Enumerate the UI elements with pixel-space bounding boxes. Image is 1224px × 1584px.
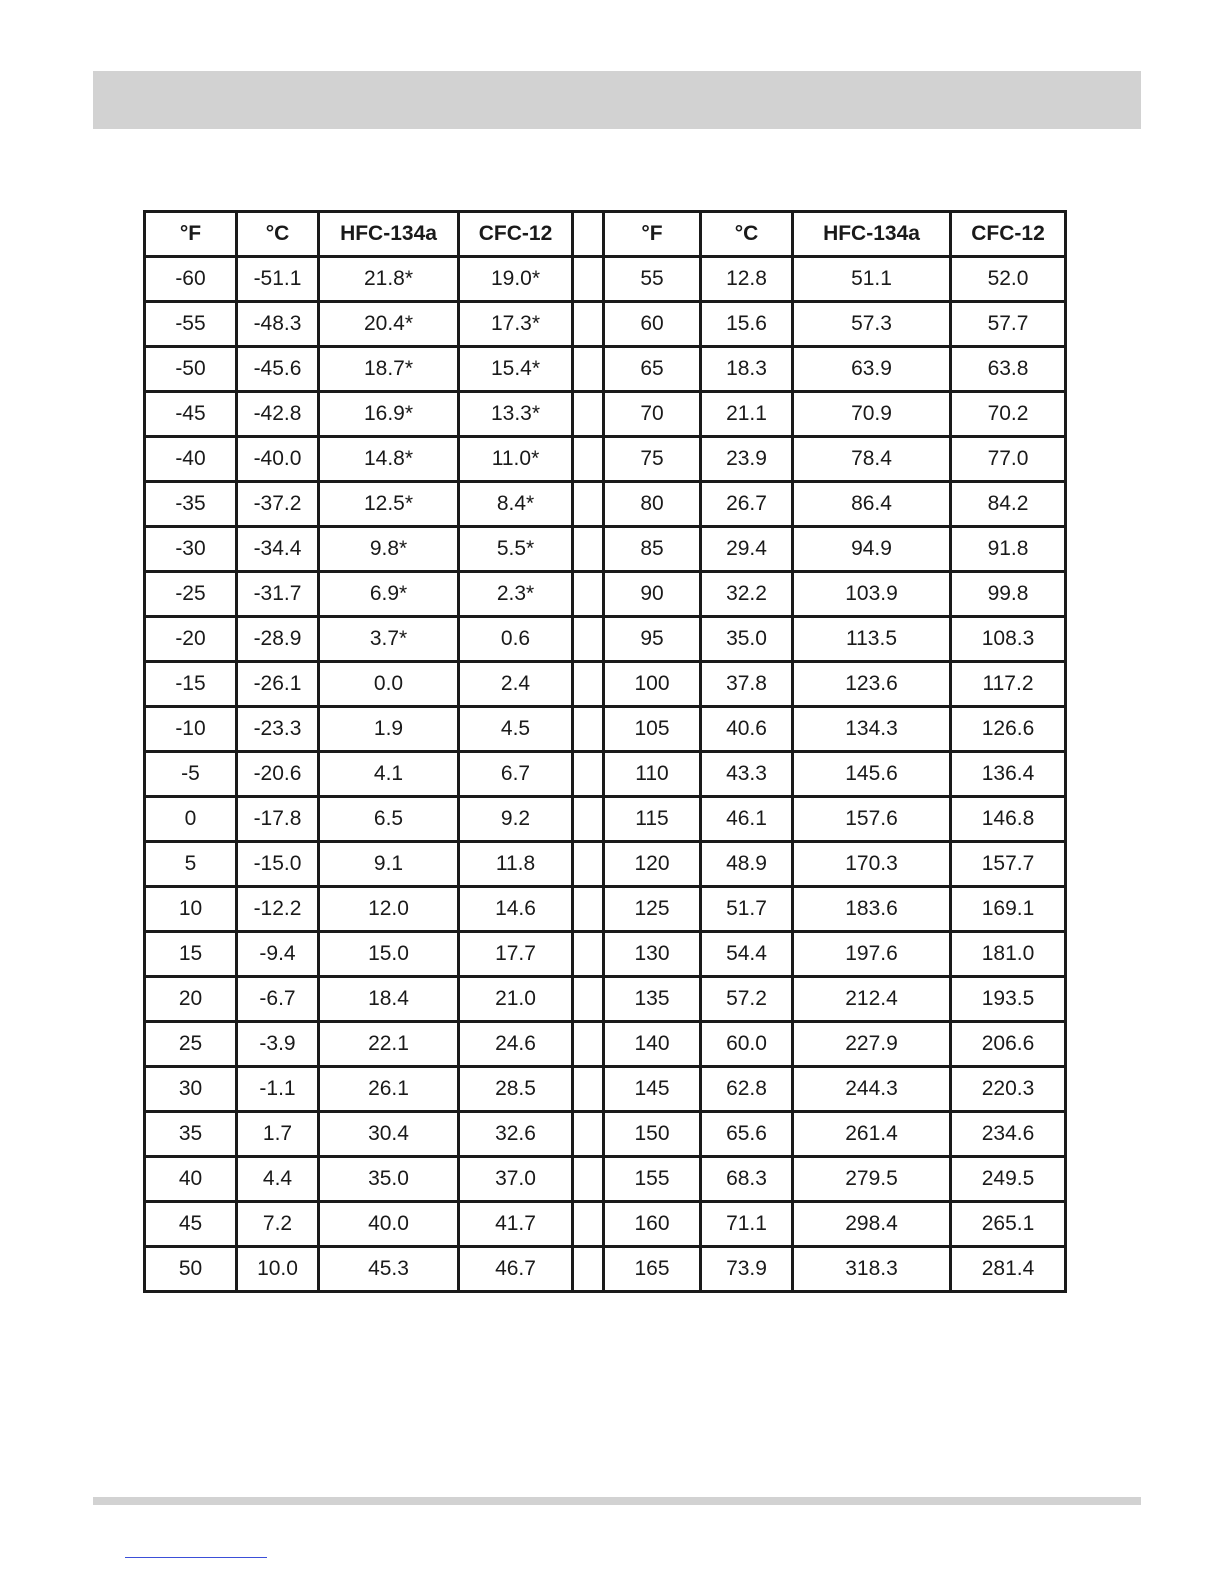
cell-hfc134a-left: 1.9	[319, 707, 459, 752]
cell-celsius-left: -9.4	[237, 932, 319, 977]
cell-celsius-right: 12.8	[701, 257, 793, 302]
cell-hfc134a-right: 63.9	[793, 347, 951, 392]
cell-celsius-left: -17.8	[237, 797, 319, 842]
cell-cfc12-right: 169.1	[951, 887, 1066, 932]
cell-celsius-right: 51.7	[701, 887, 793, 932]
cell-celsius-left: -15.0	[237, 842, 319, 887]
cell-hfc134a-right: 183.6	[793, 887, 951, 932]
cell-cfc12-right: 249.5	[951, 1157, 1066, 1202]
cell-hfc134a-right: 57.3	[793, 302, 951, 347]
cell-cfc12-left: 6.7	[459, 752, 573, 797]
cell-fahrenheit-left: -60	[145, 257, 237, 302]
cell-fahrenheit-left: -25	[145, 572, 237, 617]
cell-fahrenheit-right: 55	[604, 257, 701, 302]
cell-cfc12-left: 5.5*	[459, 527, 573, 572]
cell-cfc12-left: 17.7	[459, 932, 573, 977]
cell-cfc12-right: 108.3	[951, 617, 1066, 662]
gap-cell	[573, 1067, 604, 1112]
cell-celsius-left: 4.4	[237, 1157, 319, 1202]
cell-fahrenheit-left: 45	[145, 1202, 237, 1247]
header-celsius-left: °C	[237, 212, 319, 257]
cell-celsius-right: 18.3	[701, 347, 793, 392]
gap-cell	[573, 797, 604, 842]
table-row	[145, 842, 1066, 887]
gap-cell	[573, 662, 604, 707]
header-fahrenheit-left: °F	[145, 212, 237, 257]
cell-celsius-right: 43.3	[701, 752, 793, 797]
cell-celsius-right: 21.1	[701, 392, 793, 437]
cell-hfc134a-right: 227.9	[793, 1022, 951, 1067]
cell-cfc12-right: 63.8	[951, 347, 1066, 392]
gap-cell	[573, 437, 604, 482]
cell-fahrenheit-left: 50	[145, 1247, 237, 1292]
cell-hfc134a-right: 318.3	[793, 1247, 951, 1292]
cell-fahrenheit-left: 40	[145, 1157, 237, 1202]
cell-hfc134a-left: 3.7*	[319, 617, 459, 662]
table-header-row	[145, 212, 1066, 257]
cell-celsius-left: -23.3	[237, 707, 319, 752]
cell-fahrenheit-left: -15	[145, 662, 237, 707]
cell-celsius-left: 10.0	[237, 1247, 319, 1292]
table-row	[145, 977, 1066, 1022]
header-band	[93, 71, 1141, 129]
cell-celsius-left: -12.2	[237, 887, 319, 932]
cell-cfc12-left: 24.6	[459, 1022, 573, 1067]
cell-hfc134a-left: 26.1	[319, 1067, 459, 1112]
cell-celsius-right: 68.3	[701, 1157, 793, 1202]
cell-cfc12-right: 126.6	[951, 707, 1066, 752]
cell-celsius-left: -42.8	[237, 392, 319, 437]
cell-celsius-right: 48.9	[701, 842, 793, 887]
cell-celsius-left: 7.2	[237, 1202, 319, 1247]
cell-cfc12-left: 14.6	[459, 887, 573, 932]
cell-hfc134a-left: 9.1	[319, 842, 459, 887]
cell-fahrenheit-left: 20	[145, 977, 237, 1022]
cell-fahrenheit-right: 160	[604, 1202, 701, 1247]
header-celsius-right: °C	[701, 212, 793, 257]
cell-fahrenheit-left: 25	[145, 1022, 237, 1067]
cell-cfc12-left: 41.7	[459, 1202, 573, 1247]
cell-fahrenheit-left: -10	[145, 707, 237, 752]
cell-cfc12-right: 70.2	[951, 392, 1066, 437]
cell-hfc134a-right: 113.5	[793, 617, 951, 662]
gap-cell	[573, 482, 604, 527]
cell-cfc12-left: 19.0*	[459, 257, 573, 302]
cell-celsius-right: 32.2	[701, 572, 793, 617]
cell-fahrenheit-left: 5	[145, 842, 237, 887]
cell-hfc134a-right: 197.6	[793, 932, 951, 977]
table-row	[145, 257, 1066, 302]
cell-cfc12-right: 52.0	[951, 257, 1066, 302]
gap-cell	[573, 617, 604, 662]
gap-cell	[573, 257, 604, 302]
table-row	[145, 1157, 1066, 1202]
cell-celsius-right: 26.7	[701, 482, 793, 527]
cell-fahrenheit-right: 155	[604, 1157, 701, 1202]
table-row	[145, 482, 1066, 527]
gap-cell	[573, 527, 604, 572]
footer-band	[93, 1497, 1141, 1505]
cell-celsius-right: 54.4	[701, 932, 793, 977]
cell-hfc134a-left: 14.8*	[319, 437, 459, 482]
cell-hfc134a-left: 6.5	[319, 797, 459, 842]
gap-cell	[573, 1022, 604, 1067]
cell-celsius-left: -45.6	[237, 347, 319, 392]
cell-hfc134a-right: 261.4	[793, 1112, 951, 1157]
cell-fahrenheit-right: 120	[604, 842, 701, 887]
cell-hfc134a-left: 16.9*	[319, 392, 459, 437]
cell-cfc12-right: 136.4	[951, 752, 1066, 797]
cell-celsius-left: -37.2	[237, 482, 319, 527]
cell-cfc12-left: 9.2	[459, 797, 573, 842]
cell-celsius-right: 29.4	[701, 527, 793, 572]
gap-cell	[573, 707, 604, 752]
table-row	[145, 392, 1066, 437]
cell-hfc134a-left: 40.0	[319, 1202, 459, 1247]
pressure-temperature-table	[143, 210, 1067, 1293]
cell-cfc12-left: 0.6	[459, 617, 573, 662]
cell-celsius-right: 57.2	[701, 977, 793, 1022]
cell-cfc12-left: 11.8	[459, 842, 573, 887]
cell-celsius-right: 35.0	[701, 617, 793, 662]
cell-cfc12-right: 193.5	[951, 977, 1066, 1022]
cell-fahrenheit-left: 0	[145, 797, 237, 842]
cell-fahrenheit-right: 80	[604, 482, 701, 527]
cell-cfc12-right: 234.6	[951, 1112, 1066, 1157]
cell-celsius-right: 15.6	[701, 302, 793, 347]
cell-fahrenheit-left: -5	[145, 752, 237, 797]
cell-celsius-left: -40.0	[237, 437, 319, 482]
table-row	[145, 1202, 1066, 1247]
cell-hfc134a-right: 157.6	[793, 797, 951, 842]
cell-celsius-left: -48.3	[237, 302, 319, 347]
cell-fahrenheit-right: 130	[604, 932, 701, 977]
cell-fahrenheit-right: 90	[604, 572, 701, 617]
cell-hfc134a-right: 70.9	[793, 392, 951, 437]
header-hfc134a-right: HFC-134a	[793, 212, 951, 257]
cell-celsius-left: -3.9	[237, 1022, 319, 1067]
gap-cell	[573, 1202, 604, 1247]
cell-hfc134a-left: 4.1	[319, 752, 459, 797]
gap-cell	[573, 887, 604, 932]
table-row	[145, 1022, 1066, 1067]
cell-fahrenheit-right: 65	[604, 347, 701, 392]
cell-hfc134a-left: 35.0	[319, 1157, 459, 1202]
cell-hfc134a-right: 145.6	[793, 752, 951, 797]
cell-hfc134a-right: 170.3	[793, 842, 951, 887]
cell-hfc134a-left: 21.8*	[319, 257, 459, 302]
cell-fahrenheit-left: -50	[145, 347, 237, 392]
table-row	[145, 752, 1066, 797]
cell-fahrenheit-right: 70	[604, 392, 701, 437]
cell-hfc134a-right: 279.5	[793, 1157, 951, 1202]
cell-hfc134a-right: 298.4	[793, 1202, 951, 1247]
cell-hfc134a-right: 244.3	[793, 1067, 951, 1112]
cell-cfc12-right: 91.8	[951, 527, 1066, 572]
cell-cfc12-left: 37.0	[459, 1157, 573, 1202]
table-row	[145, 662, 1066, 707]
cell-hfc134a-left: 45.3	[319, 1247, 459, 1292]
table-row	[145, 617, 1066, 662]
cell-fahrenheit-right: 135	[604, 977, 701, 1022]
table-row	[145, 887, 1066, 932]
cell-celsius-left: -34.4	[237, 527, 319, 572]
cell-cfc12-left: 4.5	[459, 707, 573, 752]
cell-fahrenheit-right: 85	[604, 527, 701, 572]
cell-fahrenheit-right: 125	[604, 887, 701, 932]
cell-fahrenheit-right: 105	[604, 707, 701, 752]
cell-celsius-right: 37.8	[701, 662, 793, 707]
cell-celsius-left: -28.9	[237, 617, 319, 662]
cell-cfc12-left: 13.3*	[459, 392, 573, 437]
cell-hfc134a-right: 134.3	[793, 707, 951, 752]
cell-fahrenheit-left: -20	[145, 617, 237, 662]
cell-hfc134a-right: 212.4	[793, 977, 951, 1022]
table-row	[145, 707, 1066, 752]
cell-hfc134a-left: 12.5*	[319, 482, 459, 527]
cell-cfc12-left: 2.3*	[459, 572, 573, 617]
cell-fahrenheit-left: 30	[145, 1067, 237, 1112]
cell-celsius-left: -20.6	[237, 752, 319, 797]
cell-cfc12-left: 15.4*	[459, 347, 573, 392]
cell-hfc134a-right: 94.9	[793, 527, 951, 572]
cell-fahrenheit-left: -40	[145, 437, 237, 482]
header-gap	[573, 212, 604, 257]
cell-hfc134a-right: 103.9	[793, 572, 951, 617]
cell-hfc134a-left: 18.4	[319, 977, 459, 1022]
cell-cfc12-left: 17.3*	[459, 302, 573, 347]
cell-celsius-left: -51.1	[237, 257, 319, 302]
cell-cfc12-right: 99.8	[951, 572, 1066, 617]
cell-fahrenheit-left: 35	[145, 1112, 237, 1157]
cell-fahrenheit-left: -55	[145, 302, 237, 347]
cell-fahrenheit-right: 95	[604, 617, 701, 662]
cell-celsius-right: 46.1	[701, 797, 793, 842]
cell-hfc134a-left: 9.8*	[319, 527, 459, 572]
header-cfc12-left: CFC-12	[459, 212, 573, 257]
cell-cfc12-right: 157.7	[951, 842, 1066, 887]
header-fahrenheit-right: °F	[604, 212, 701, 257]
cell-celsius-left: 1.7	[237, 1112, 319, 1157]
cell-hfc134a-left: 20.4*	[319, 302, 459, 347]
cell-cfc12-right: 265.1	[951, 1202, 1066, 1247]
cell-fahrenheit-left: -30	[145, 527, 237, 572]
table-row	[145, 1067, 1066, 1112]
table-row	[145, 302, 1066, 347]
cell-celsius-right: 65.6	[701, 1112, 793, 1157]
cell-celsius-right: 71.1	[701, 1202, 793, 1247]
cell-cfc12-right: 181.0	[951, 932, 1066, 977]
gap-cell	[573, 1247, 604, 1292]
cell-cfc12-right: 84.2	[951, 482, 1066, 527]
cell-hfc134a-left: 15.0	[319, 932, 459, 977]
cell-cfc12-right: 220.3	[951, 1067, 1066, 1112]
cell-fahrenheit-right: 115	[604, 797, 701, 842]
gap-cell	[573, 302, 604, 347]
cell-cfc12-left: 32.6	[459, 1112, 573, 1157]
cell-hfc134a-right: 123.6	[793, 662, 951, 707]
gap-cell	[573, 392, 604, 437]
cell-celsius-left: -1.1	[237, 1067, 319, 1112]
cell-cfc12-right: 146.8	[951, 797, 1066, 842]
gap-cell	[573, 752, 604, 797]
table-row	[145, 347, 1066, 392]
cell-cfc12-left: 28.5	[459, 1067, 573, 1112]
cell-fahrenheit-right: 60	[604, 302, 701, 347]
cell-hfc134a-left: 30.4	[319, 1112, 459, 1157]
cell-cfc12-right: 117.2	[951, 662, 1066, 707]
cell-cfc12-right: 281.4	[951, 1247, 1066, 1292]
cell-celsius-right: 62.8	[701, 1067, 793, 1112]
cell-hfc134a-left: 22.1	[319, 1022, 459, 1067]
cell-fahrenheit-right: 75	[604, 437, 701, 482]
cell-fahrenheit-left: -45	[145, 392, 237, 437]
cell-hfc134a-left: 18.7*	[319, 347, 459, 392]
cell-cfc12-left: 8.4*	[459, 482, 573, 527]
cell-fahrenheit-right: 110	[604, 752, 701, 797]
table-row	[145, 932, 1066, 977]
cell-hfc134a-right: 78.4	[793, 437, 951, 482]
cell-celsius-right: 73.9	[701, 1247, 793, 1292]
gap-cell	[573, 932, 604, 977]
table-row	[145, 572, 1066, 617]
cell-celsius-left: -31.7	[237, 572, 319, 617]
cell-celsius-right: 40.6	[701, 707, 793, 752]
cell-fahrenheit-left: 15	[145, 932, 237, 977]
gap-cell	[573, 572, 604, 617]
cell-cfc12-left: 2.4	[459, 662, 573, 707]
cell-fahrenheit-right: 145	[604, 1067, 701, 1112]
cell-cfc12-left: 21.0	[459, 977, 573, 1022]
cell-celsius-right: 23.9	[701, 437, 793, 482]
cell-fahrenheit-right: 100	[604, 662, 701, 707]
cell-cfc12-right: 77.0	[951, 437, 1066, 482]
cell-hfc134a-left: 0.0	[319, 662, 459, 707]
cell-hfc134a-left: 12.0	[319, 887, 459, 932]
cell-fahrenheit-left: -35	[145, 482, 237, 527]
gap-cell	[573, 1112, 604, 1157]
table-row	[145, 1112, 1066, 1157]
table-row	[145, 797, 1066, 842]
cell-fahrenheit-right: 150	[604, 1112, 701, 1157]
table-row	[145, 527, 1066, 572]
cell-cfc12-left: 11.0*	[459, 437, 573, 482]
gap-cell	[573, 977, 604, 1022]
cell-celsius-right: 60.0	[701, 1022, 793, 1067]
cell-hfc134a-left: 6.9*	[319, 572, 459, 617]
header-cfc12-right: CFC-12	[951, 212, 1066, 257]
cell-cfc12-right: 57.7	[951, 302, 1066, 347]
header-hfc134a-left: HFC-134a	[319, 212, 459, 257]
footer-link-underline	[125, 1557, 267, 1558]
gap-cell	[573, 347, 604, 392]
table-row	[145, 437, 1066, 482]
cell-fahrenheit-right: 140	[604, 1022, 701, 1067]
cell-hfc134a-right: 86.4	[793, 482, 951, 527]
cell-cfc12-left: 46.7	[459, 1247, 573, 1292]
table-row	[145, 1247, 1066, 1292]
cell-celsius-left: -26.1	[237, 662, 319, 707]
cell-hfc134a-right: 51.1	[793, 257, 951, 302]
cell-fahrenheit-right: 165	[604, 1247, 701, 1292]
cell-cfc12-right: 206.6	[951, 1022, 1066, 1067]
cell-celsius-left: -6.7	[237, 977, 319, 1022]
cell-fahrenheit-left: 10	[145, 887, 237, 932]
gap-cell	[573, 842, 604, 887]
gap-cell	[573, 1157, 604, 1202]
